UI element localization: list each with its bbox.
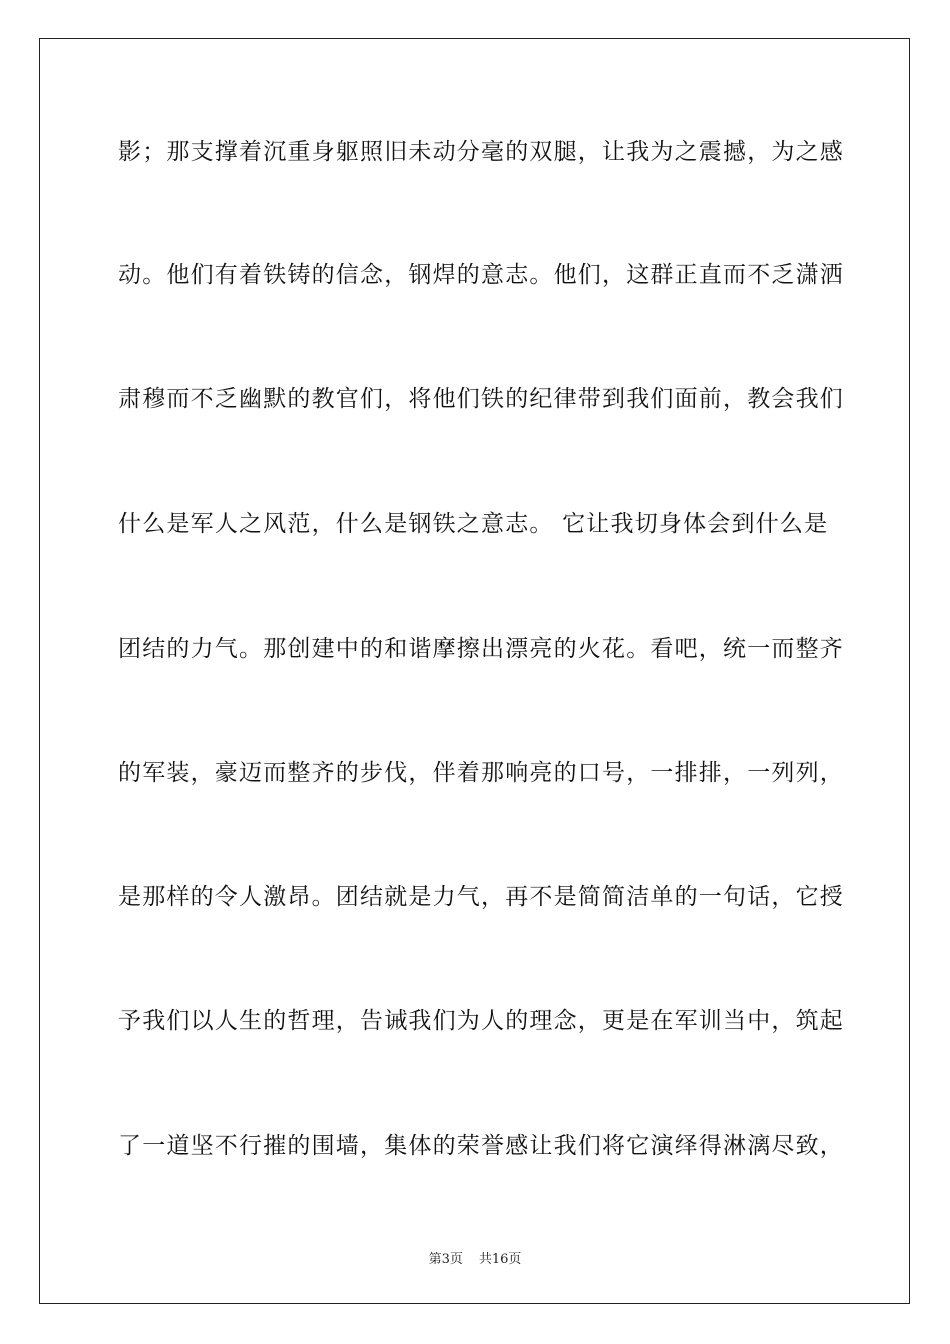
text-line: 影；那支撑着沉重身躯照旧未动分毫的双腿，让我为之震撼，为之感 [118, 139, 844, 165]
page-border [39, 38, 910, 1304]
page-footer [0, 1248, 950, 1267]
page-total: 共16页 [478, 1252, 522, 1267]
text-line: 什么是军人之风范，什么是钢铁之意志。 它让我切身体会到什么是 [118, 511, 829, 537]
text-line: 团结的力气。那创建中的和谐摩擦出漂亮的火花。看吧，统一而整齐 [118, 636, 844, 662]
text-line: 予我们以人生的哲理，告诫我们为人的理念，更是在军训当中，筑起 [118, 1008, 844, 1034]
text-line: 了一道坚不行摧的围墙，集体的荣誉感让我们将它演绎得淋漓尽致， [118, 1133, 844, 1159]
page-number: 第3页 [428, 1252, 463, 1267]
text-line: 动。他们有着铁铸的信念，钢焊的意志。他们，这群正直而不乏潇洒 [118, 262, 844, 288]
text-line: 是那样的令人激昂。团结就是力气，再不是简简洁单的一句话，它授 [118, 884, 844, 910]
text-line: 的军装，豪迈而整齐的步伐，伴着那响亮的口号，一排排，一列列， [118, 760, 844, 786]
text-line: 肃穆而不乏幽默的教官们，将他们铁的纪律带到我们面前，教会我们 [118, 386, 844, 412]
